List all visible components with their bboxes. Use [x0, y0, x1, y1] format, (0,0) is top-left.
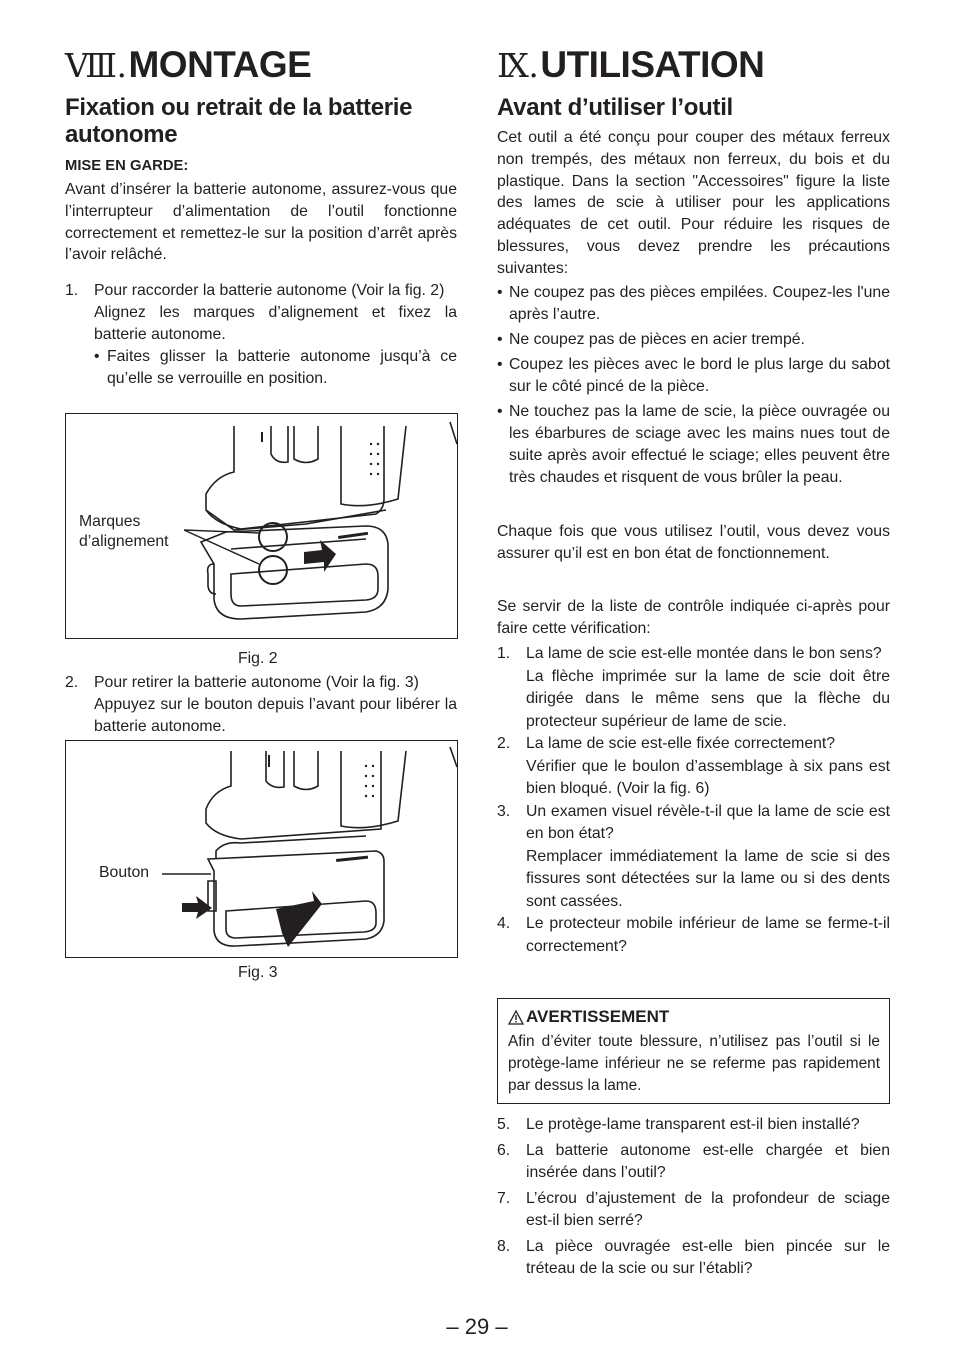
list-item: 2. La lame de scie est-elle fixée correctement? Vérifier que le boulon d’assemblage à six pans est bien bloqué. (Voir la fig. 6) [497, 735, 890, 797]
list-item: 3. Un examen visuel révèle-t-il que la lame de scie est en bon état? Remplacer immédiatement la lame de scie si des fissures sont détectées sur la lame ou si des dents sont cassées. [497, 802, 890, 910]
step-title: Pour retirer la batterie autonome (Voir la fig. 3) [94, 674, 419, 691]
section-title-before-use: Avant d’utiliser l’outil [497, 94, 733, 121]
list-item: • Ne touchez pas la lame de scie, la pièce ouvragée ou les ébarbures de sciage avec les mains nues tout de suite après avoir effectué le sciage; elles peuvent être très chaudes et risquent de vous brûler la peau. [497, 403, 890, 486]
list-item [65, 672, 457, 738]
step-title: Pour raccorder la batterie autonome (Voir la fig. 2) [94, 282, 445, 299]
chapter-number: Ⅷ. [65, 46, 127, 85]
list-item: • Coupez les pièces avec le bord le plus large du sabot sur le côté pincé de la pièce. [497, 356, 890, 395]
precautions-list [497, 282, 890, 492]
chapter-title: UTILISATION [540, 44, 765, 85]
fig-3-caption: Fig. 3 [238, 964, 278, 981]
chapter-number: Ⅸ. [497, 46, 539, 85]
warning-text: Afin d’éviter toute blessure, n’utilisez pas l’outil si le protège-lame inférieur ne se referme pas rapidement par dessus la lame. [508, 1033, 880, 1094]
warning-triangle-icon [508, 1010, 524, 1025]
checklist-part-1 [497, 643, 890, 958]
chapter-title: MONTAGE [128, 44, 312, 85]
fig-2-caption: Fig. 2 [238, 650, 278, 667]
remove-arrow-icon [276, 891, 322, 947]
list-item: • Ne coupez pas de pièces en acier trempé. [497, 331, 805, 348]
battery-step-2 [65, 672, 457, 738]
step-number: 1. [65, 282, 79, 299]
step-detail: Appuyez sur le bouton depuis l’avant pour libérer la batterie autonome. [94, 696, 457, 735]
figure-2 [65, 413, 458, 639]
button-label: Bouton [99, 864, 150, 881]
list-item: • Ne coupez pas des pièces empilées. Coupez-les l'une après l’autre. [497, 284, 890, 323]
list-item: 8. La pièce ouvragée est-elle bien pincée sur le tréteau de la scie ou sur l’établi? [497, 1237, 890, 1277]
list-item: 1. La lame de scie est-elle montée dans le bon sens? La flèche imprimée sur la lame de scie doit être dirigée dans le même sens que la flèche du protecteur supérieur de lame de scie. [497, 645, 890, 730]
list-item: 7. L’écrou d’ajustement de la profondeur de sciage est-il bien serré? [497, 1189, 890, 1229]
step-detail: Alignez les marques d’alignement et fixez la batterie autonome. [94, 304, 457, 343]
alignment-marks-label: Marques d’alignement [79, 513, 169, 550]
step-bullet: • Faites glisser la batterie autonome jusqu’à ce qu’elle se verrouille en position. [94, 348, 457, 387]
check-paragraph: Chaque fois que vous utilisez l’outil, vous devez vous assurer qu’il est en bon état de fonctionnement. [497, 523, 890, 562]
checklist-part-2 [497, 1114, 890, 1281]
warning-box [497, 998, 890, 1104]
caution-text: Avant d’insérer la batterie autonome, assurez-vous que l’interrupteur d’alimentation de l’outil fonctionne correctement et remettez-le sur la position d’arrêt après l’avoir relâché. [65, 181, 457, 264]
section-title-battery: Fixation ou retrait de la batterie autonome [65, 94, 413, 148]
warning-title: AVERTISSEMENT [508, 1007, 669, 1027]
intro-paragraph: Cet outil a été conçu pour couper des métaux ferreux non trempés, des métaux non ferreux, du bois et du plastique. Dans la section "Accessoires" figure la liste des lames de scie à utiliser pour les applications adéquates de cet outil. Pour réduire les risques de blessures, vous devez prendre les précautions suivantes: [497, 129, 890, 277]
step-number: 2. [65, 674, 79, 691]
list-item: 6. La batterie autonome est-elle chargée et bien insérée dans l’outil? [497, 1141, 890, 1181]
list-item [65, 280, 457, 390]
list-item: 4. Le protecteur mobile inférieur de lame se ferme-t-il correctement? [497, 915, 890, 955]
list-item: 5. Le protège-lame transparent est-il bien installé? [497, 1116, 860, 1133]
chapter-title-utilisation [497, 44, 764, 86]
battery-step-1 [65, 280, 457, 390]
chapter-title-montage [65, 44, 311, 86]
battery-remove-illustration [66, 741, 457, 957]
figure-3 [65, 740, 458, 958]
caution-label: MISE EN GARDE: [65, 158, 189, 174]
checklist-intro: Se servir de la liste de contrôle indiquée ci-après pour faire cette vérification: [497, 598, 890, 637]
page-number: – 29 – [446, 1314, 508, 1339]
